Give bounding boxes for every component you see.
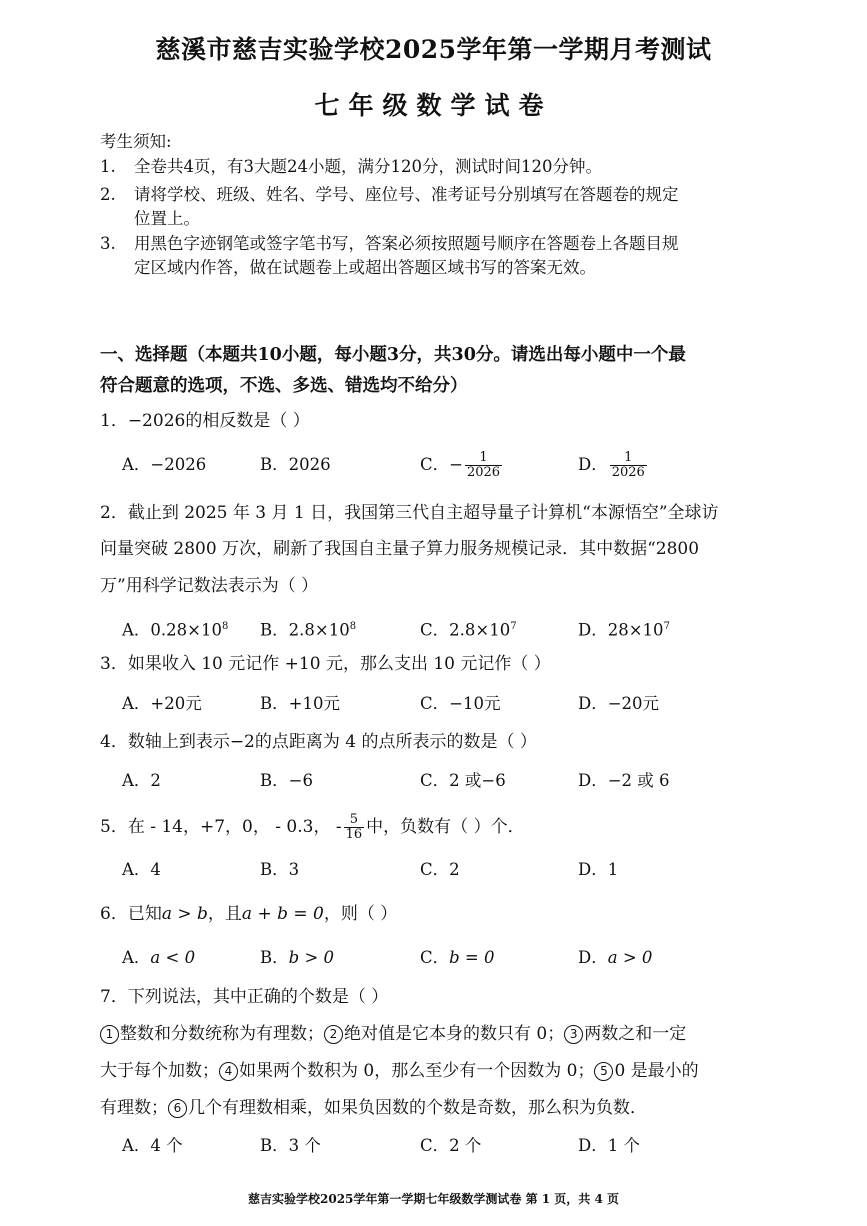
numerator: 5 (344, 813, 365, 828)
inequality: a > b (161, 904, 208, 924)
expression: 2.8×10 (288, 620, 350, 640)
notice-item-number: 1. (100, 157, 116, 176)
fraction (344, 813, 365, 842)
question-1-options (122, 450, 762, 480)
option-c (420, 450, 504, 480)
option-a: A．−2026 (122, 455, 207, 474)
notice-item-2 (100, 183, 679, 207)
circled-number: 5 (594, 1062, 613, 1081)
statement-text: 如果两个数积为 0，那么至少有一个因数为 0； (239, 1061, 595, 1081)
option-label: A． (122, 948, 151, 967)
notice-heading: 考生须知: (100, 132, 172, 151)
exponent: 8 (349, 621, 357, 632)
option-c: C．2 (420, 860, 460, 879)
option-label: D． (578, 455, 608, 474)
option-c: C．−10元 (420, 694, 501, 713)
question-6-options (122, 943, 762, 973)
denominator: 2026 (466, 465, 501, 480)
question-5-stem (100, 813, 525, 842)
section-heading-line1: 一、选择题（本题共10小题，每小题3分，共30分。请选出每小题中一个最 (100, 345, 686, 365)
stem-text: 6．已知 (100, 904, 162, 924)
question-2-stem-line1: 2．截止到 2025 年 3 月 1 日，我国第三代自主超导量子计算机“本源悟空”全球访 (100, 503, 719, 523)
notice-item-text: 全卷共4页，有3大题24小题，满分120分，测试时间120分钟。 (134, 157, 602, 176)
exam-title: 慈溪市慈吉实验学校2025学年第一学期月考测试 (155, 35, 712, 64)
option-b: B．3 个 (260, 1136, 321, 1155)
option-d: D．−2 或 6 (578, 771, 670, 790)
circled-number: 1 (100, 1025, 119, 1044)
statement-text: 绝对值是它本身的数只有 0； (344, 1024, 565, 1044)
option-d: D．1 (578, 860, 619, 879)
question-7-statements-line1 (100, 1021, 686, 1047)
fraction (610, 451, 647, 480)
option-a: A．4 (122, 860, 161, 879)
question-7-statements-line2 (100, 1058, 699, 1084)
expression: b > 0 (288, 948, 335, 967)
option-label: C． (420, 948, 450, 967)
option-a (122, 943, 195, 973)
option-d (578, 612, 670, 646)
statement-text: 整数和分数统称为有理数； (120, 1024, 324, 1044)
question-7-stem: 7．下列说法，其中正确的个数是（ ） (100, 987, 389, 1007)
stem-text: 中，负数有（ ）个． (366, 817, 525, 837)
statement-text: 大于每个加数； (100, 1061, 219, 1081)
question-2-stem-line3: 万”用科学记数法表示为（ ） (100, 576, 319, 596)
expression: 2.8×10 (449, 620, 511, 640)
statement-text: 几个有理数相乘，如果负因数的个数是奇数，那么积为负数． (188, 1098, 647, 1118)
numerator: 1 (465, 451, 502, 466)
circled-number: 2 (324, 1025, 343, 1044)
denominator: 2026 (611, 465, 645, 480)
option-b (260, 612, 356, 646)
exponent: 7 (510, 621, 517, 632)
statement-text: 0 是最小的 (614, 1061, 699, 1081)
notice-item-text-cont: 位置上。 (134, 209, 200, 228)
question-7-options (122, 1131, 762, 1161)
section-heading-line2: 符合题意的选项，不选、多选、错选均不给分） (100, 376, 468, 396)
question-2-stem-line2: 问量突破 2800 万次，刷新了我国自主量子算力服务规模记录．其中数据“2800 (100, 539, 700, 559)
option-b: B．3 (260, 860, 300, 879)
option-a (122, 612, 228, 646)
statement-text: 有理数； (100, 1098, 168, 1118)
notice-item-3 (100, 232, 679, 256)
option-label: C． (420, 620, 450, 640)
stem-text: ，且 (207, 904, 242, 924)
circled-number: 4 (219, 1062, 238, 1081)
option-c: C．2 或−6 (420, 771, 506, 790)
option-d (578, 450, 649, 480)
notice-item-text: 用黑色字迹钢笔或签字笔书写，答案必须按照题号顺序在答题卷上各题目规 (134, 234, 679, 253)
option-c (420, 612, 517, 646)
option-d: D．−20元 (578, 694, 660, 713)
page-footer: 慈吉实验学校2025学年第一学期七年级数学测试卷 第 1 页，共 4 页 (248, 1192, 619, 1206)
option-label: A． (122, 620, 151, 640)
equation: a + b = 0 (241, 904, 324, 924)
stem-text: ，则（ ） (323, 904, 398, 924)
question-5-options (122, 855, 762, 885)
option-a: A．+20元 (122, 694, 202, 713)
expression: 0.28×10 (150, 620, 222, 640)
fraction (465, 451, 502, 480)
numerator: 1 (610, 451, 647, 466)
option-b: B．−6 (260, 771, 313, 790)
option-b (260, 943, 334, 973)
minus-sign: − (449, 455, 463, 474)
option-label: D． (578, 620, 608, 640)
question-4-stem: 4．数轴上到表示−2的点距离为 4 的点所表示的数是（ ） (100, 732, 537, 752)
question-3-options (122, 689, 762, 719)
option-label: C． (420, 455, 450, 474)
option-d (578, 943, 652, 973)
statement-text: 两数之和一定 (584, 1024, 687, 1044)
question-2-options (122, 612, 762, 642)
option-d: D．1 个 (578, 1136, 640, 1155)
exam-subtitle: 七年级数学试卷 (314, 91, 553, 120)
circled-number: 6 (168, 1099, 187, 1118)
question-1-stem: 1．−2026的相反数是（ ） (100, 411, 310, 431)
exponent: 8 (221, 621, 229, 632)
expression: b = 0 (449, 948, 495, 967)
notice-item-number: 3. (100, 234, 116, 253)
stem-text: 5．在 - 14，+7，0， - 0.3， - (100, 817, 342, 837)
option-a: A．2 (122, 771, 161, 790)
denominator: 16 (345, 827, 363, 842)
notice-item-text-cont: 定区域内作答，做在试题卷上或超出答题区域书写的答案无效。 (134, 258, 596, 277)
question-6-stem (100, 901, 397, 927)
question-3-stem: 3．如果收入 10 元记作 +10 元，那么支出 10 元记作（ ） (100, 654, 551, 674)
option-c: C．2 个 (420, 1136, 482, 1155)
notice-item-1 (100, 155, 602, 179)
notice-item-number: 2. (100, 185, 116, 204)
notice-item-text: 请将学校、班级、姓名、学号、座位号、准考证号分别填写在答题卷的规定 (134, 185, 679, 204)
question-4-options (122, 766, 762, 796)
circled-number: 3 (564, 1025, 583, 1044)
option-b: B．2026 (260, 455, 331, 474)
option-label: D． (578, 948, 608, 967)
option-label: B． (260, 948, 289, 967)
expression: 28×10 (607, 620, 664, 640)
option-c (420, 943, 495, 973)
expression: a > 0 (607, 948, 653, 967)
option-b: B．+10元 (260, 694, 340, 713)
option-a: A．4 个 (122, 1136, 183, 1155)
exponent: 7 (663, 621, 670, 632)
expression: a < 0 (150, 948, 196, 967)
question-7-statements-line3 (100, 1095, 647, 1121)
option-label: B． (260, 620, 289, 640)
